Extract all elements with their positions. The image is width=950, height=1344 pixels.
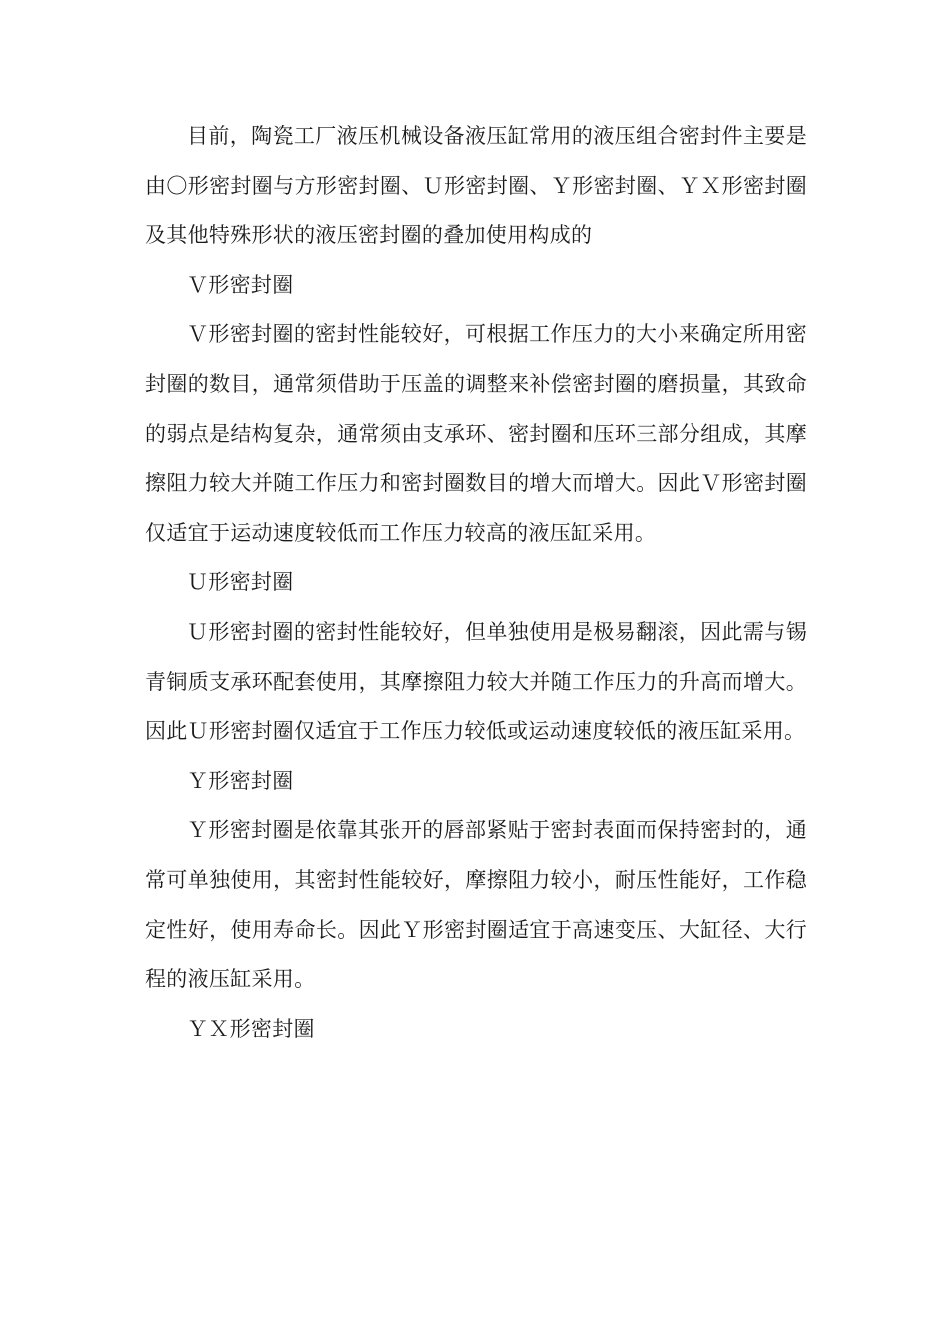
y-seal-paragraph: Ｙ形密封圈是依靠其张开的唇部紧贴于密封表面而保持密封的，通常可单独使用，其密封性能较好，摩擦阻力较小，耐压性能好，工作稳定性好，使用寿命长。因此Ｙ形密封圈适宜于高速变压、大缸径、大行程的液压缸采用。 [145, 818, 807, 992]
section-heading-y-seal: Ｙ形密封圈 [187, 768, 294, 793]
section-heading-yx-seal: ＹＸ形密封圈 [187, 1016, 315, 1041]
document-body [145, 112, 807, 1054]
intro-paragraph: 目前，陶瓷工厂液压机械设备液压缸常用的液压组合密封件主要是由〇形密封圈与方形密封圈、Ｕ形密封圈、Ｙ形密封圈、ＹＸ形密封圈及其他特殊形状的液压密封圈的叠加使用构成的 [145, 124, 807, 248]
u-seal-paragraph: Ｕ形密封圈的密封性能较好，但单独使用是极易翻滚，因此需与锡青铜质支承环配套使用，其摩擦阻力较大并随工作压力的升高而增大。因此Ｕ形密封圈仅适宜于工作压力较低或运动速度较低的液压缸采用。 [145, 619, 807, 744]
v-seal-paragraph: Ｖ形密封圈的密封性能较好，可根据工作压力的大小来确定所用密封圈的数目，通常须借助于压盖的调整来补偿密封圈的磨损量，其致命的弱点是结构复杂，通常须由支承环、密封圈和压环三部分组成，其摩擦阻力较大并随工作压力和密封圈数目的增大而增大。因此Ｖ形密封圈仅适宜于运动速度较低而工作压力较高的液压缸采用。 [145, 322, 807, 545]
section-heading-u-seal: Ｕ形密封圈 [187, 570, 294, 595]
section-heading-v-seal: Ｖ形密封圈 [187, 272, 294, 297]
